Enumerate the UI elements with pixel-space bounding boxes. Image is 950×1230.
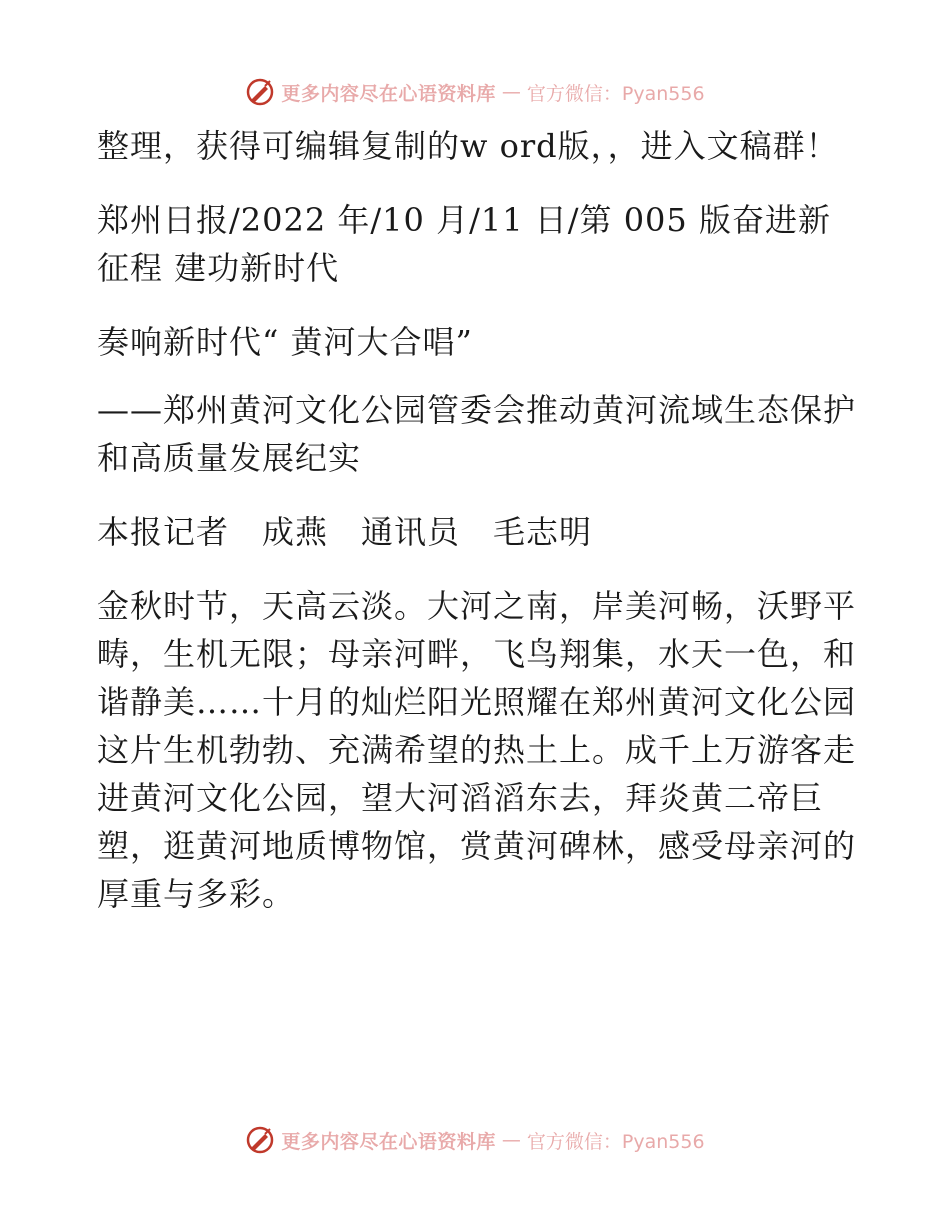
watermark-separator: —: [501, 81, 521, 103]
source-line: 郑州日报/2022 年/10 月/11 日/第 005 版奋进新征程 建功新时代: [97, 201, 831, 287]
byline: 本报记者 成燕 通讯员 毛志明: [97, 513, 593, 551]
watermark-contact: 官方微信：Pyan556: [526, 1130, 705, 1153]
article-subtitle: ——郑州黄河文化公园管委会推动黄河流域生态保护和高质量发展纪实: [97, 391, 857, 477]
intro-paragraph: 整理，获得可编辑复制的w ord版，，进入文稿群！: [97, 127, 839, 165]
watermark-contact: 官方微信：Pyan556: [526, 82, 705, 105]
watermark-brand: 更多内容尽在心语资料库: [281, 82, 496, 105]
header-watermark: [0, 72, 950, 112]
watermark-brand: 更多内容尽在心语资料库: [281, 1130, 496, 1153]
quill-logo-icon: [245, 77, 275, 107]
article-body: [97, 122, 857, 944]
quill-logo-icon: [245, 1125, 275, 1155]
watermark-separator: —: [501, 1129, 521, 1151]
article-title: 奏响新时代“ 黄河大合唱”: [97, 323, 473, 361]
footer-watermark: [0, 1120, 950, 1160]
body-paragraph: 金秋时节，天高云淡。大河之南，岸美河畅，沃野平畴，生机无限；母亲河畔，飞鸟翔集，水天一色，和谐静美……十月的灿烂阳光照耀在郑州黄河文化公园这片生机勃勃、充满希望的热土上。成千上万游客走进黄河文化公园，望大河滔滔东去，拜炎黄二帝巨塑，逛黄河地质博物馆，赏黄河碑林，感受母亲河的厚重与多彩。: [97, 587, 857, 913]
